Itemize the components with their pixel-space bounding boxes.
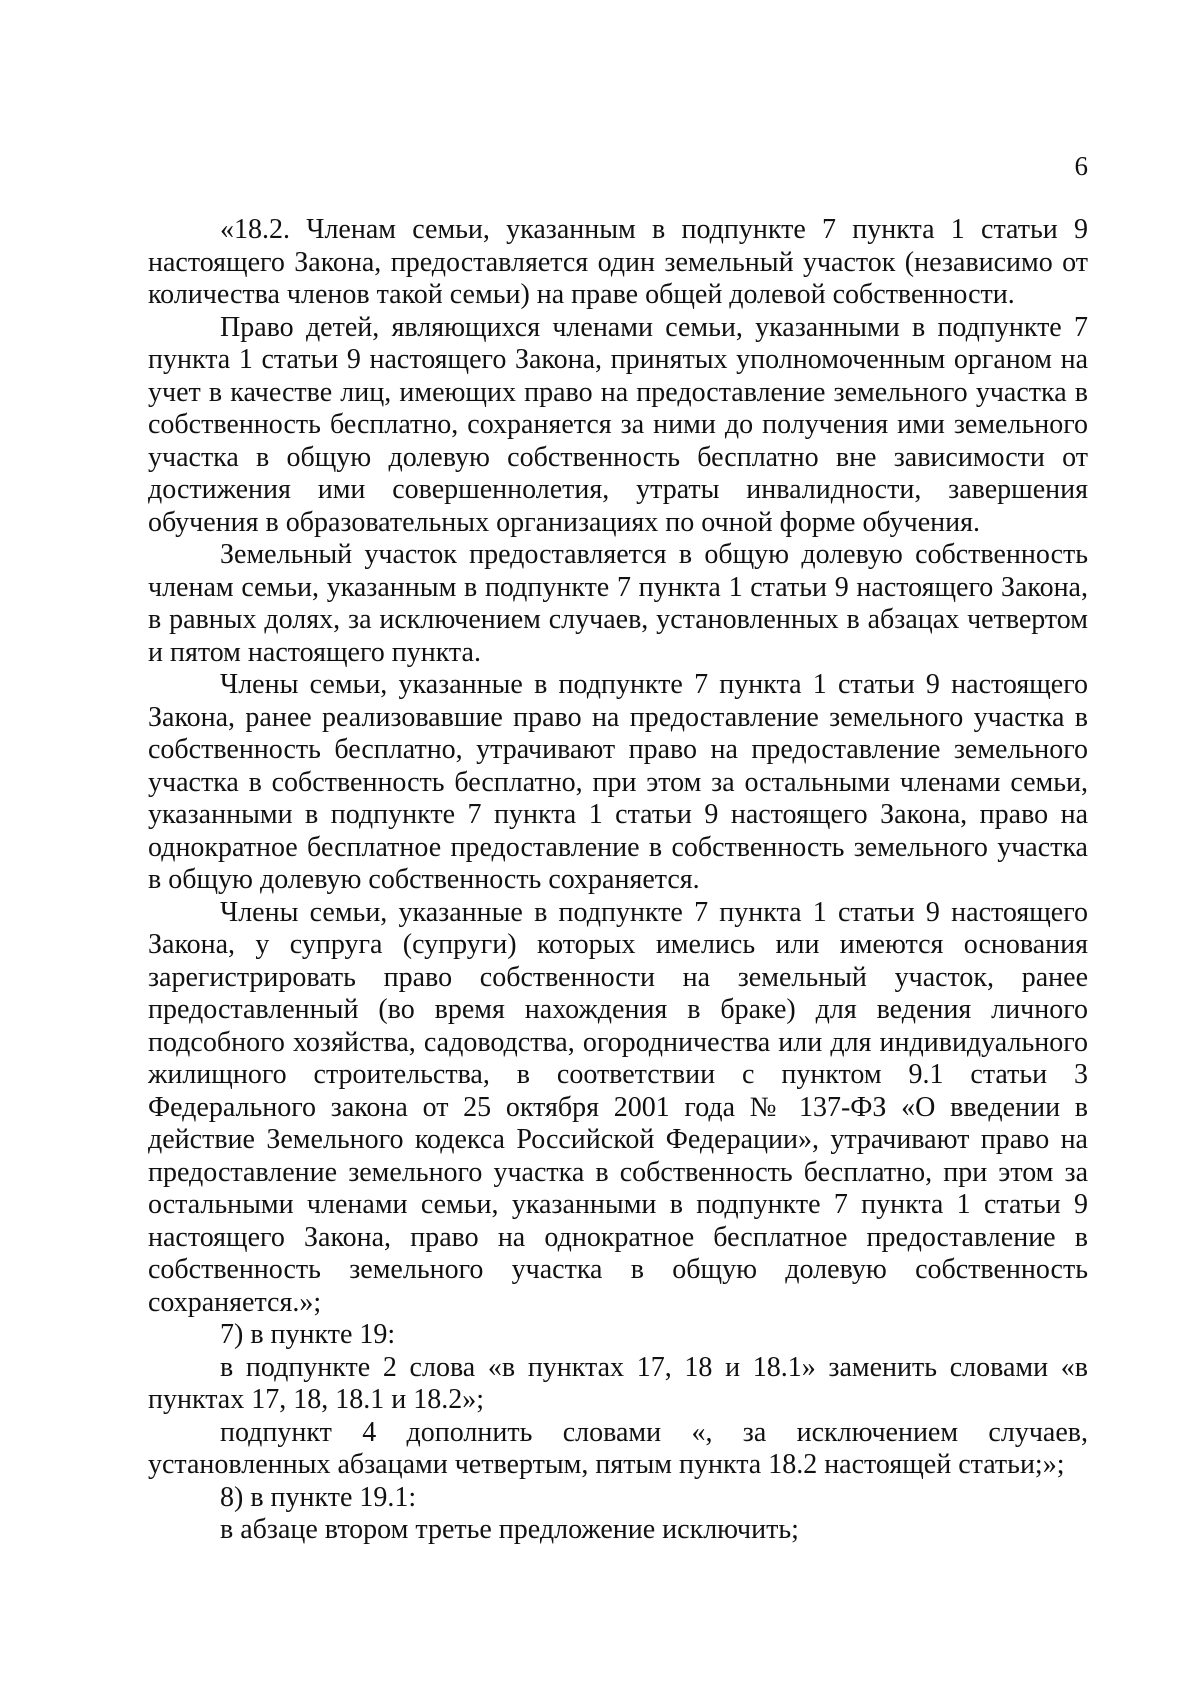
page-number: 6 bbox=[1074, 151, 1088, 181]
document-body bbox=[148, 214, 1088, 1547]
paragraph-subitem-4-change: подпункт 4 дополнить словами «, за исключением случаев, установленных абзацами четвертым, пятым пункта 18.2 настоящей статьи;»; bbox=[148, 1416, 1088, 1480]
paragraph-spouse-grounds: Члены семьи, указанные в подпункте 7 пункта 1 статьи 9 настоящего Закона, у супруга (супруги) которых имелись или имеются основания зарегистрировать право собственности на земельный участок, ранее предоставленный (во время нахождения в браке) для ведения личного подсобного хозяйства, садоводства, огородничества или для индивидуального жилищного строительства, в соответствии с пунктом 9.1 статьи 3 Федерального закона от 25 октября 2001 года № 137-ФЗ «О введении в действие Земельного кодекса Российской Федерации», утрачивают право на предоставление земельного участка в собственность бесплатно, при этом за остальными членами семьи, указанными в подпункте 7 пункта 1 статьи 9 настоящего Закона, право на однократное бесплатное предоставление в собственность земельного участка в общую долевую собственность сохраняется.»; bbox=[148, 896, 1088, 1318]
paragraph-abzac-change: в абзаце втором третье предложение исключить; bbox=[220, 1514, 799, 1545]
paragraph-item-8: 8) в пункте 19.1: bbox=[220, 1481, 417, 1513]
paragraph-equal-shares: Земельный участок предоставляется в общую долевую собственность членам семьи, указанным в подпункте 7 пункта 1 статьи 9 настоящего Закона, в равных долях, за исключением случаев, установленных в абзацах четвертом и пятом настоящего пункта. bbox=[148, 539, 1088, 668]
paragraph-previously-realized: Члены семьи, указанные в подпункте 7 пункта 1 статьи 9 настоящего Закона, ранее реализовавшие право на предоставление земельного участка в собственность бесплатно, утрачивают право на предоставление земельного участка в собственность бесплатно, при этом за остальными членами семьи, указанными в подпункте 7 пункта 1 статьи 9 настоящего Закона, право на однократное бесплатное предоставление в собственность земельного участка в общую долевую собственность сохраняется. bbox=[148, 669, 1088, 895]
paragraph-item-7: 7) в пункте 19: bbox=[220, 1319, 396, 1350]
paragraph-18-2-intro: «18.2. Членам семьи, указанным в подпункте 7 пункта 1 статьи 9 настоящего Закона, предоставляется один земельный участок (независимо от количества членов такой семьи) на праве общей долевой собственности. bbox=[148, 214, 1088, 310]
paragraph-subitem-2-change: в подпункте 2 слова «в пунктах 17, 18 и 18.1» заменить словами «в пунктах 17, 18, 18.1 и 18.2»; bbox=[148, 1351, 1088, 1415]
paragraph-children-rights: Право детей, являющихся членами семьи, указанными в подпункте 7 пункта 1 статьи 9 настоящего Закона, принятых уполномоченным органом на учет в качестве лиц, имеющих право на предоставление земельного участка в собственность бесплатно, сохраняется за ними до получения ими земельного участка в общую долевую собственность бесплатно вне зависимости от достижения ими совершеннолетия, утраты инвалидности, завершения обучения в образовательных организациях по очной форме обучения. bbox=[148, 311, 1088, 538]
